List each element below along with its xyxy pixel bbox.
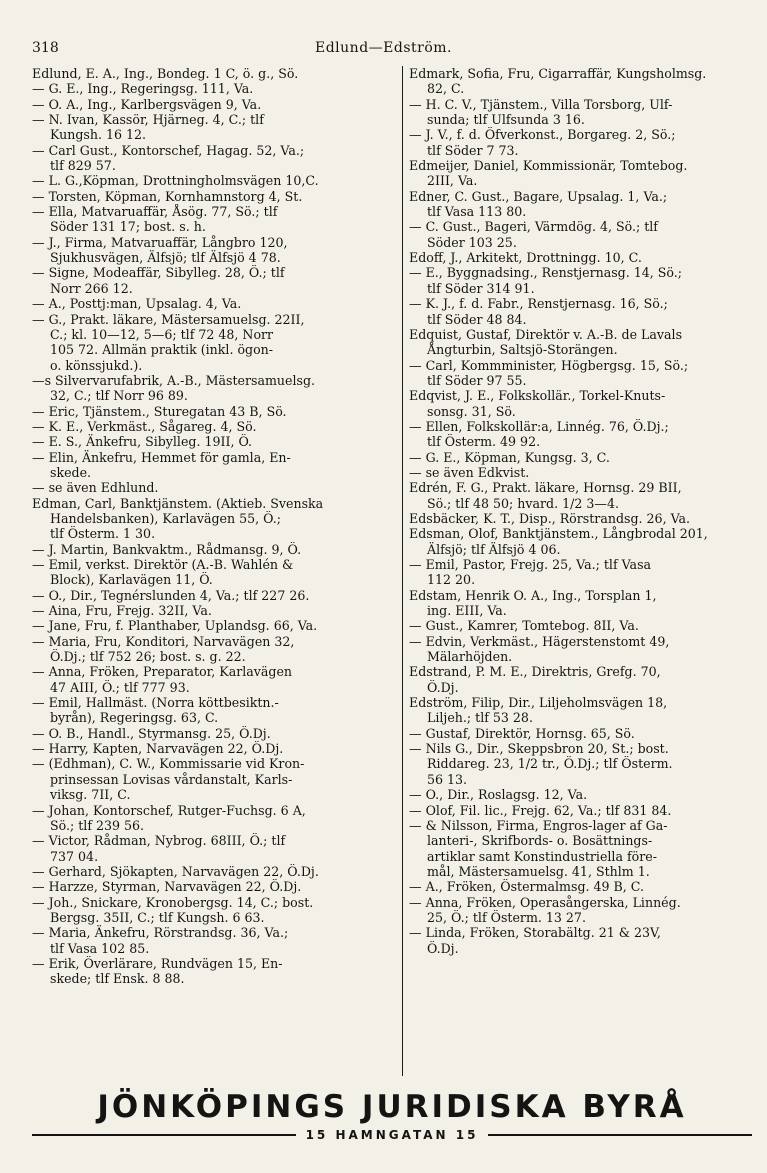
- directory-entry-line: Ö.Dj.; tlf 752 26; bost. s. g. 22.: [50, 649, 246, 665]
- directory-entry-line: — Maria, Fru, Konditori, Narvavägen 32,: [32, 633, 295, 649]
- directory-entry-line: Liljeh.; tlf 53 28.: [427, 710, 533, 726]
- directory-entry-line: Norr 266 12.: [50, 280, 133, 296]
- directory-entry-line: — A., Fröken, Östermalmsg. 49 B, C.: [409, 879, 644, 895]
- directory-entry-line: Edner, C. Gust., Bagare, Upsalag. 1, Va.;: [409, 188, 668, 204]
- advertisement-banner: [32, 1090, 752, 1142]
- right-column: [409, 66, 754, 956]
- directory-entry-line: Edrén, F. G., Prakt. läkare, Hornsg. 29 BII,: [409, 480, 682, 496]
- directory-entry-line: Ångturbin, Saltsjö-Storängen.: [427, 342, 618, 358]
- directory-entry-line: tlf Söder 7 73.: [427, 142, 519, 158]
- directory-entry-line: 82, C.: [427, 81, 465, 97]
- directory-entry-line: — Carl Gust., Kontorschef, Hagag. 52, Va.;: [32, 142, 305, 158]
- directory-entry-line: — Erik, Överlärare, Rundvägen 15, En-: [32, 955, 283, 971]
- directory-entry-line: Kungsh. 16 12.: [50, 127, 147, 143]
- directory-entry-line: sonsg. 31, Sö.: [427, 403, 516, 419]
- directory-entry-line: — Carl, Kommminister, Högbergsg. 15, Sö.;: [409, 357, 689, 373]
- directory-entry-line: — G. E., Ing., Regeringsg. 111, Va.: [32, 81, 254, 97]
- directory-entry-line: — Signe, Modeaffär, Sibylleg. 28, Ö.; tlf: [32, 265, 285, 281]
- directory-entry-line: — H. C. V., Tjänstem., Villa Torsborg, Ulf-: [409, 96, 673, 112]
- directory-entry-line: — K. J., f. d. Fabr., Renstjernasg. 16, Sö.;: [409, 296, 668, 312]
- directory-entry-line: skede.: [50, 464, 92, 480]
- directory-entry-line: — Emil, Pastor, Frejg. 25, Va.; tlf Vasa: [409, 557, 652, 572]
- directory-entry-line: Edlund, E. A., Ing., Bondeg. 1 C, ö. g., Sö.: [32, 66, 299, 81]
- directory-entry-line: tlf 829 57.: [50, 158, 116, 174]
- directory-entry-line: — Victor, Rådman, Nybrog. 68III, Ö.; tlf: [32, 833, 286, 849]
- directory-entry-line: — Linda, Fröken, Storabältg. 21 & 23V,: [409, 925, 661, 941]
- directory-entry-line: Edstrand, P. M. E., Direktris, Grefg. 70,: [409, 664, 661, 680]
- directory-entry-line: — G. E., Köpman, Kungsg. 3, C.: [409, 449, 610, 465]
- running-title: Edlund—Edström.: [315, 40, 452, 56]
- directory-entry-line: o. könssjukd.).: [50, 357, 143, 373]
- column-divider: [402, 66, 403, 1076]
- directory-entry-line: — Emil, Hallmäst. (Norra köttbesiktn.-: [32, 695, 279, 711]
- directory-entry-line: Riddareg. 23, 1/2 tr., Ö.Dj.; tlf Österm.: [427, 756, 673, 772]
- directory-entry-line: byrån), Regeringsg. 63, C.: [50, 710, 219, 726]
- directory-entry-line: — Olof, Fil. lic., Frejg. 62, Va.; tlf 831 84.: [409, 802, 672, 818]
- directory-entry-line: — O. A., Ing., Karlbergsvägen 9, Va.: [32, 96, 262, 112]
- directory-entry-line: viksg. 7II, C.: [50, 787, 131, 803]
- page-header: [0, 40, 767, 60]
- directory-entry-line: Sö.; tlf 48 50; hvard. 1/2 3—4.: [427, 495, 620, 511]
- directory-entry-line: — Torsten, Köpman, Kornhamnstorg 4, St.: [32, 188, 303, 204]
- directory-entry-line: — Jane, Fru, f. Planthaber, Uplandsg. 66, Va.: [32, 618, 318, 634]
- directory-entry-line: Sö.; tlf 239 56.: [50, 817, 145, 833]
- page-number: 318: [32, 40, 59, 56]
- directory-entry-line: Edstam, Henrik O. A., Ing., Torsplan 1,: [409, 587, 657, 603]
- directory-entry-line: — Elin, Änkefru, Hemmet för gamla, En-: [32, 449, 291, 465]
- directory-entry-line: — Johan, Kontorschef, Rutger-Fuchsg. 6 A,: [32, 802, 306, 818]
- directory-entry-line: — Gustaf, Direktör, Hornsg. 65, Sö.: [409, 725, 635, 741]
- directory-entry-line: tlf Österm. 1 30.: [50, 526, 156, 542]
- advertisement-address: 15 HAMNGATAN 15: [305, 1128, 479, 1142]
- directory-entry-line: — Edvin, Verkmäst., Hägerstenstomt 49,: [409, 633, 670, 649]
- directory-entry-line: — Ellen, Folkskollär:a, Linnég. 76, Ö.Dj.;: [409, 418, 669, 434]
- directory-entry-line: skede; tlf Ensk. 8 88.: [50, 971, 185, 987]
- directory-entry-line: 56 13.: [427, 771, 468, 787]
- left-column: [32, 66, 397, 987]
- directory-entry-line: C.; kl. 10—12, 5—6; tlf 72 48, Norr: [50, 326, 274, 342]
- directory-entry-line: 737 04.: [50, 848, 99, 864]
- directory-entry-line: 112 20.: [427, 572, 476, 588]
- directory-entry-line: — Gerhard, Sjökapten, Narvavägen 22, Ö.Dj.: [32, 863, 319, 879]
- directory-entry-line: artiklar samt Konstindustriella före-: [427, 848, 657, 864]
- directory-entry-line: — Emil, verkst. Direktör (A.-B. Wahlén &: [32, 557, 294, 572]
- directory-entry-line: — J., Firma, Matvaruaffär, Långbro 120,: [32, 234, 288, 250]
- directory-entry-line: Handelsbanken), Karlavägen 55, Ö.;: [50, 510, 281, 526]
- directory-entry-line: — A., Posttj:man, Upsalag. 4, Va.: [32, 296, 242, 312]
- directory-entry-line: Edqvist, J. E., Folkskollär., Torkel-Knuts-: [409, 388, 666, 404]
- directory-entry-line: Söder 103 25.: [427, 234, 517, 250]
- directory-entry-line: — K. E., Verkmäst., Sågareg. 4, Sö.: [32, 418, 257, 434]
- directory-entry-line: Sjukhusvägen, Älfsjö; tlf Älfsjö 4 78.: [50, 250, 281, 266]
- directory-entry-line: tlf Söder 48 84.: [427, 311, 527, 327]
- directory-entry-line: — Anna, Fröken, Operasångerska, Linnég.: [409, 894, 681, 910]
- directory-entry-line: Edman, Carl, Banktjänstem. (Aktieb. Svenska: [32, 495, 324, 511]
- directory-entry-line: Edoff, J., Arkitekt, Drottningg. 10, C.: [409, 250, 642, 266]
- directory-entry-line: — N. Ivan, Kassör, Hjärneg. 4, C.; tlf: [32, 112, 264, 128]
- directory-entry-line: Söder 131 17; bost. s. h.: [50, 219, 206, 235]
- directory-entry-line: — J. Martin, Bankvaktm., Rådmansg. 9, Ö.: [32, 541, 302, 557]
- directory-entry-line: lanteri-, Skrifbords- o. Bosättnings-: [427, 833, 653, 849]
- directory-entry-line: — O., Dir., Tegnérslunden 4, Va.; tlf 227 26.: [32, 587, 310, 603]
- right-rule: [488, 1134, 752, 1136]
- directory-entry-line: — Harry, Kapten, Narvavägen 22, Ö.Dj.: [32, 741, 284, 757]
- directory-entry-line: — O. B., Handl., Styrmansg. 25, Ö.Dj.: [32, 725, 271, 741]
- directory-entry-line: — L. G.,Köpman, Drottningholmsvägen 10,C.: [32, 173, 319, 189]
- directory-entry-line: — G., Prakt. läkare, Mästersamuelsg. 22II,: [32, 311, 305, 327]
- directory-entry-line: — Aina, Fru, Frejg. 32II, Va.: [32, 603, 212, 619]
- directory-entry-line: — Gust., Kamrer, Tomtebog. 8II, Va.: [409, 618, 639, 634]
- directory-entry-line: — se även Edkvist.: [409, 464, 530, 480]
- directory-entry-line: Älfsjö; tlf Älfsjö 4 06.: [427, 541, 561, 557]
- left-rule: [32, 1134, 296, 1136]
- directory-entry-line: Edmeijer, Daniel, Kommissionär, Tomtebog.: [409, 158, 688, 174]
- directory-entry-line: tlf Vasa 113 80.: [427, 204, 527, 220]
- directory-entry-line: tlf Österm. 49 92.: [427, 434, 541, 450]
- directory-entry-line: —s Silvervarufabrik, A.-B., Mästersamuelsg.: [32, 372, 316, 388]
- directory-entry-line: Ö.Dj.: [427, 679, 459, 695]
- directory-entry-line: Mälarhöjden.: [427, 649, 513, 665]
- directory-entry-line: — & Nilsson, Firma, Engros-lager af Ga-: [409, 817, 668, 833]
- directory-entry-line: — E., Byggnadsing., Renstjernasg. 14, Sö.;: [409, 265, 683, 281]
- directory-entry-line: — Nils G., Dir., Skeppsbron 20, St.; bost.: [409, 741, 669, 757]
- directory-entry-line: prinsessan Lovisas vårdanstalt, Karls-: [50, 771, 293, 787]
- directory-entry-line: Block), Karlavägen 11, Ö.: [50, 572, 213, 588]
- directory-entry-line: 105 72. Allmän praktik (inkl. ögon-: [50, 342, 274, 358]
- directory-entry-line: — E. S., Änkefru, Sibylleg. 19II, Ö.: [32, 434, 253, 450]
- directory-entry-line: 32, C.; tlf Norr 96 89.: [50, 388, 188, 404]
- directory-entry-line: Edström, Filip, Dir., Liljeholmsvägen 18,: [409, 695, 668, 711]
- directory-entry-line: — Maria, Änkefru, Rörstrandsg. 36, Va.;: [32, 925, 289, 941]
- directory-entry-line: — J. V., f. d. Öfverkonst., Borgareg. 2, Sö.;: [409, 127, 676, 143]
- directory-entry-line: Edsman, Olof, Banktjänstem., Långbrodal 201,: [409, 526, 708, 542]
- directory-entry-line: sunda; tlf Ulfsunda 3 16.: [427, 112, 585, 128]
- directory-entry-line: 25, Ö.; tlf Österm. 13 27.: [427, 909, 586, 925]
- directory-entry-line: mål, Mästersamuelsg. 41, Sthlm 1.: [427, 863, 650, 879]
- directory-entry-line: — Harzze, Styrman, Narvavägen 22, Ö.Dj.: [32, 879, 302, 895]
- directory-entry-line: tlf Söder 97 55.: [427, 372, 527, 388]
- directory-entry-line: — (Edhman), C. W., Kommissarie vid Kron-: [32, 756, 305, 772]
- directory-entry-line: — O., Dir., Roslagsg. 12, Va.: [409, 787, 588, 803]
- directory-entry-line: — C. Gust., Bageri, Värmdög. 4, Sö.; tlf: [409, 219, 658, 235]
- directory-entry-line: Bergsg. 35II, C.; tlf Kungsh. 6 63.: [50, 909, 265, 925]
- directory-entry-line: tlf Söder 314 91.: [427, 280, 535, 296]
- directory-entry-line: 2III, Va.: [427, 173, 478, 189]
- directory-entry-line: 47 AIII, Ö.; tlf 777 93.: [50, 679, 190, 695]
- directory-entry-line: — Joh., Snickare, Kronobergsg. 14, C.; bost.: [32, 894, 314, 910]
- directory-entry-line: — se även Edhlund.: [32, 480, 159, 496]
- advertisement-title: JÖNKÖPINGS JURIDISKA BYRÅ: [97, 1089, 687, 1125]
- directory-entry-line: Ö.Dj.: [427, 940, 459, 956]
- advertisement-address-row: [32, 1128, 752, 1142]
- directory-entry-line: — Ella, Matvaruaffär, Åsög. 77, Sö.; tlf: [32, 204, 278, 220]
- directory-entry-line: Edquist, Gustaf, Direktör v. A.-B. de Lavals: [409, 326, 683, 342]
- directory-entry-line: tlf Vasa 102 85.: [50, 940, 150, 956]
- directory-entry-line: — Anna, Fröken, Preparator, Karlavägen: [32, 664, 293, 680]
- directory-entry-line: ing. EIII, Va.: [427, 603, 507, 619]
- directory-entry-line: Edsbäcker, K. T., Disp., Rörstrandsg. 26, Va.: [409, 510, 691, 526]
- directory-entry-line: Edmark, Sofia, Fru, Cigarraffär, Kungsholmsg.: [409, 66, 707, 81]
- directory-entry-line: — Eric, Tjänstem., Sturegatan 43 B, Sö.: [32, 403, 287, 419]
